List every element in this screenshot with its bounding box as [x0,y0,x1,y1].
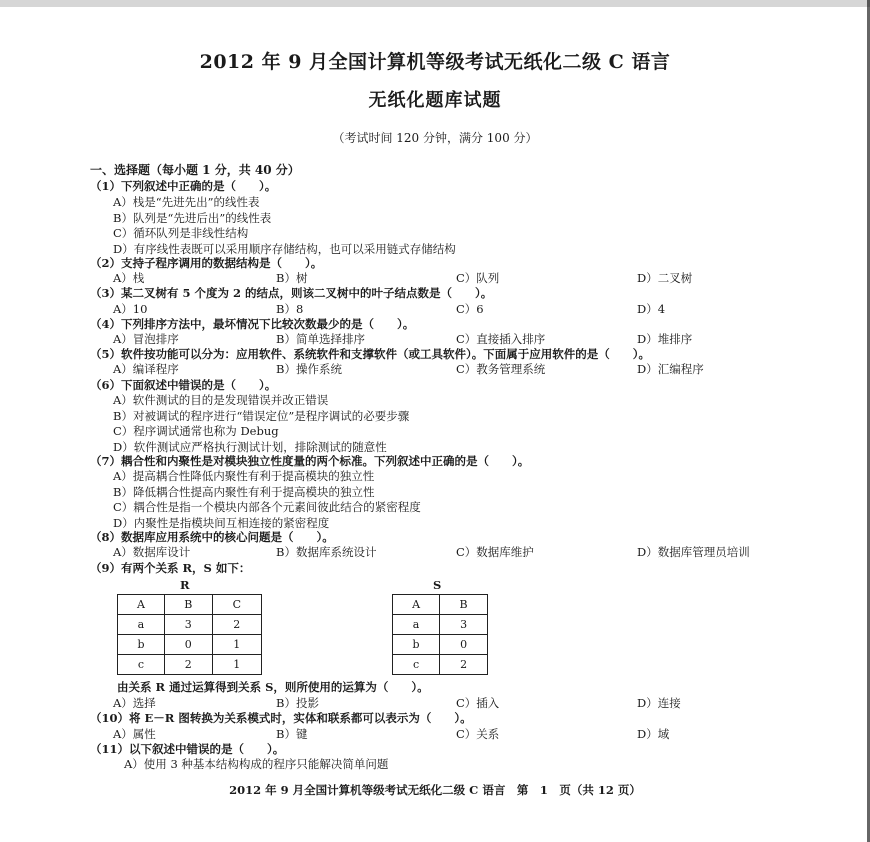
question-6-option-c: C）程序调试通常也称为 Debug [113,424,279,438]
question-5-option-a: A）编译程序 [113,362,179,376]
table-cell: 0 [440,635,488,655]
question-4-option-a: A）冒泡排序 [113,332,179,346]
question-5-option-b: B）操作系统 [276,362,342,376]
question-11-option-a: A）使用 3 种基本结构构成的程序只能解决简单问题 [124,757,389,771]
table-row [393,615,488,635]
question-8-stem: （8）数据库应用系统中的核心问题是（ ）。 [90,530,334,544]
table-cell: b [393,635,440,655]
question-6-stem: （6）下面叙述中错误的是（ ）。 [90,378,277,392]
table-row [118,635,262,655]
table-cell: A [393,595,440,615]
question-7-option-c: C）耦合性是指一个模块内部各个元素间彼此结合的紧密程度 [113,500,421,514]
table-cell: a [118,615,165,635]
question-8-option-b: B）数据库系统设计 [276,545,377,559]
question-10-option-c: C）关系 [456,727,500,741]
relation-r-table [117,594,262,675]
exam-info: （考试时间 120 分钟，满分 100 分） [332,131,538,145]
question-7-option-b: B）降低耦合性提高内聚性有利于提高模块的独立性 [113,485,375,499]
table-cell: B [440,595,488,615]
question-10-option-d: D）域 [637,727,670,741]
question-2-option-b: B）树 [276,271,308,285]
table-cell: 3 [164,615,212,635]
table-cell: 2 [164,655,212,675]
question-2-option-c: C）队列 [456,271,500,285]
page-title: 2012 年 9 月全国计算机等级考试无纸化二级 C 语言 [199,51,671,73]
question-1-option-d: D）有序线性表既可以采用顺序存储结构，也可以采用链式存储结构 [113,242,456,256]
question-1-option-a: A）栈是“先进先出”的线性表 [113,195,260,209]
question-1-option-c: C）循环队列是非线性结构 [113,226,249,240]
question-2-stem: （2）支持子程序调用的数据结构是（ ）。 [90,256,323,270]
question-8-option-c: C）数据库维护 [456,545,534,559]
question-6-option-b: B）对被调试的程序进行“错误定位”是程序调试的必要步骤 [113,409,410,423]
table-cell: a [393,615,440,635]
question-10-option-b: B）键 [276,727,308,741]
section-heading: 一、选择题（每小题 1 分，共 40 分） [90,163,300,177]
question-8-option-a: A）数据库设计 [113,545,191,559]
table-cell: 2 [440,655,488,675]
question-1-option-b: B）队列是“先进后出”的线性表 [113,211,272,225]
question-10-stem: （10）将 E－R 图转换为关系模式时，实体和联系都可以表示为（ ）。 [90,711,472,725]
table-cell: 1 [212,635,261,655]
relation-r-title: R [180,578,190,592]
question-6-option-a: A）软件测试的目的是发现错误并改正错误 [113,393,329,407]
question-6-option-d: D）软件测试应严格执行测试计划，排除测试的随意性 [113,440,387,454]
table-row [118,615,262,635]
table-row [393,595,488,615]
table-cell: c [393,655,440,675]
question-2-option-d: D）二叉树 [637,271,693,285]
question-7-stem: （7）耦合性和内聚性是对模块独立性度量的两个标准。下列叙述中正确的是（ ）。 [90,454,530,468]
question-9-stem: （9）有两个关系 R，S 如下： [90,561,251,575]
question-3-stem: （3）某二叉树有 5 个度为 2 的结点，则该二叉树中的叶子结点数是（ ）。 [90,286,493,300]
question-11-stem: （11）以下叙述中错误的是（ ）。 [90,742,285,756]
table-row [393,655,488,675]
page-subtitle: 无纸化题库试题 [368,90,502,111]
question-9-option-d: D）连接 [637,696,681,710]
table-row [118,655,262,675]
question-5-option-d: D）汇编程序 [637,362,704,376]
question-8-option-d: D）数据库管理员培训 [637,545,750,559]
question-10-option-a: A）属性 [113,727,156,741]
question-3-option-b: B）8 [276,302,304,316]
table-cell: 2 [212,615,261,635]
relation-s-title: S [433,578,442,592]
table-cell: A [118,595,165,615]
question-3-option-a: A）10 [113,302,148,316]
question-9-follow: 由关系 R 通过运算得到关系 S，则所使用的运算为（ ）。 [117,680,429,694]
question-1-stem: （1）下列叙述中正确的是（ ）。 [90,179,277,193]
table-row [118,595,262,615]
table-cell: b [118,635,165,655]
question-3-option-c: C）6 [456,302,484,316]
relation-s-table [392,594,488,675]
question-9-option-c: C）插入 [456,696,500,710]
table-row [393,635,488,655]
table-cell: 3 [440,615,488,635]
table-cell: 1 [212,655,261,675]
table-cell: 0 [164,635,212,655]
question-4-option-b: B）简单选择排序 [276,332,365,346]
question-4-option-d: D）堆排序 [637,332,693,346]
question-4-option-c: C）直接插入排序 [456,332,546,346]
table-cell: c [118,655,165,675]
question-7-option-a: A）提高耦合性降低内聚性有利于提高模块的独立性 [113,469,375,483]
question-4-stem: （4）下列排序方法中，最坏情况下比较次数最少的是（ ）。 [90,317,415,331]
page-footer: 2012 年 9 月全国计算机等级考试无纸化二级 C 语言 第 1 页（共 12 页） [229,783,641,797]
question-2-option-a: A）栈 [113,271,145,285]
question-5-option-c: C）教务管理系统 [456,362,546,376]
question-9-option-a: A）选择 [113,696,156,710]
question-7-option-d: D）内聚性是指模块间互相连接的紧密程度 [113,516,330,530]
table-cell: B [164,595,212,615]
question-5-stem: （5）软件按功能可以分为：应用软件、系统软件和支撑软件（或工具软件）。下面属于应用软件的是（ ）。 [90,347,650,361]
table-cell: C [212,595,261,615]
question-3-option-d: D）4 [637,302,666,316]
question-9-option-b: B）投影 [276,696,319,710]
